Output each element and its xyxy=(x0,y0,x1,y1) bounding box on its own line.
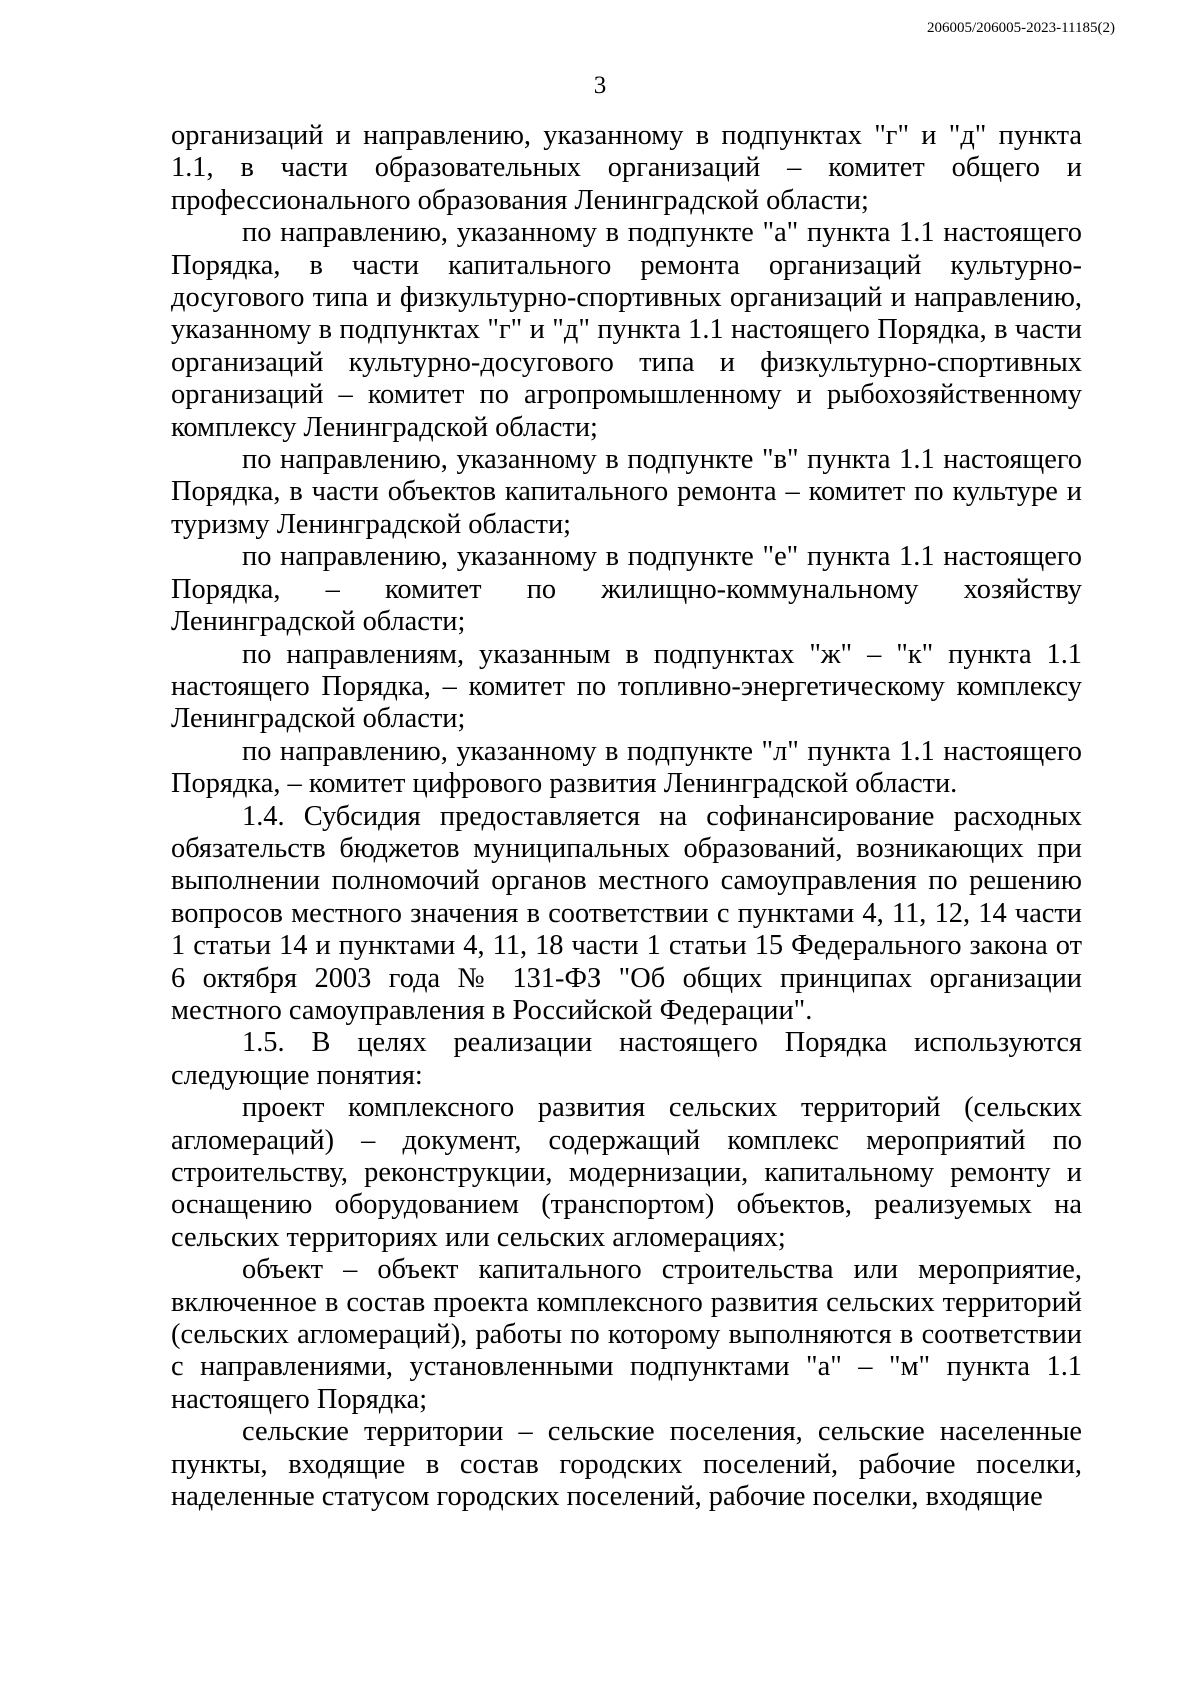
paragraph-agro-committee: по направлению, указанному в подпункте "а" пункта 1.1 настоящего Порядка, в части капитального ремонта организаций культурно-досугового типа и физкультурно-спортивных организаций и направлению, указанному в подпунктах "г" и "д" пункта 1.1 настоящего Порядка, в части организаций культурно-досугового типа и физкультурно-спортивных организаций – комитет по агропромышленному и рыбохозяйственному комплексу Ленинградской области; xyxy=(171,217,1082,443)
paragraph-culture-committee: по направлению, указанному в подпункте "в" пункта 1.1 настоящего Порядка, в части объектов капитального ремонта – комитет по культуре и туризму Ленинградской области; xyxy=(171,444,1082,540)
paragraph-continuation: организаций и направлению, указанному в подпунктах "г" и "д" пункта 1.1, в части образовательных организаций – комитет общего и профессионального образования Ленинградской области; xyxy=(171,120,1082,216)
paragraph-section-1-5: 1.5. В целях реализации настоящего Порядка используются следующие понятия: xyxy=(171,1027,1082,1091)
paragraph-section-1-4: 1.4. Субсидия предоставляется на софинансирование расходных обязательств бюджетов муниципальных образований, возникающих при выполнении полномочий органов местного самоуправления по решению вопросов местного значения в соответствии с пунктами 4, 11, 12, 14 части 1 статьи 14 и пунктами 4, 11, 18 части 1 статьи 15 Федерального закона от 6 октября 2003 года № 131-ФЗ "Об общих принципах организации местного самоуправления в Российской Федерации". xyxy=(171,800,1082,1026)
paragraph-definition-object: объект – объект капитального строительства или мероприятие, включенное в состав проекта комплексного развития сельских территорий (сельских агломераций), работы по которому выполняются в соответствии с направлениями, установленными подпунктами "а" – "м" пункта 1.1 настоящего Порядка; xyxy=(171,1254,1082,1415)
paragraph-energy-committee: по направлениям, указанным в подпунктах "ж" – "к" пункта 1.1 настоящего Порядка, – комитет по топливно-энергетическому комплексу Ленинградской области; xyxy=(171,638,1082,735)
document-body xyxy=(171,120,1082,1513)
paragraph-definition-project: проект комплексного развития сельских территорий (сельских агломераций) – документ, содержащий комплекс мероприятий по строительству, реконструкции, модернизации, капитальному ремонту и оснащению оборудованием (транспортом) объектов, реализуемых на сельских территориях или сельских агломерациях; xyxy=(171,1092,1082,1253)
document-id: 206005/206005-2023-11185(2) xyxy=(926,20,1115,36)
paragraph-definition-rural-territories: сельские территории – сельские поселения, сельские населенные пункты, входящие в состав городских поселений, рабочие поселки, наделенные статусом городских поселений, рабочие поселки, входящие xyxy=(171,1416,1082,1513)
paragraph-housing-committee: по направлению, указанному в подпункте "е" пункта 1.1 настоящего Порядка, – комитет по жилищно-коммунальному хозяйству Ленинградской области; xyxy=(171,541,1082,638)
paragraph-digital-committee: по направлению, указанному в подпункте "л" пункта 1.1 настоящего Порядка, – комитет цифрового развития Ленинградской области. xyxy=(171,735,1082,800)
page-number: 3 xyxy=(593,72,607,99)
